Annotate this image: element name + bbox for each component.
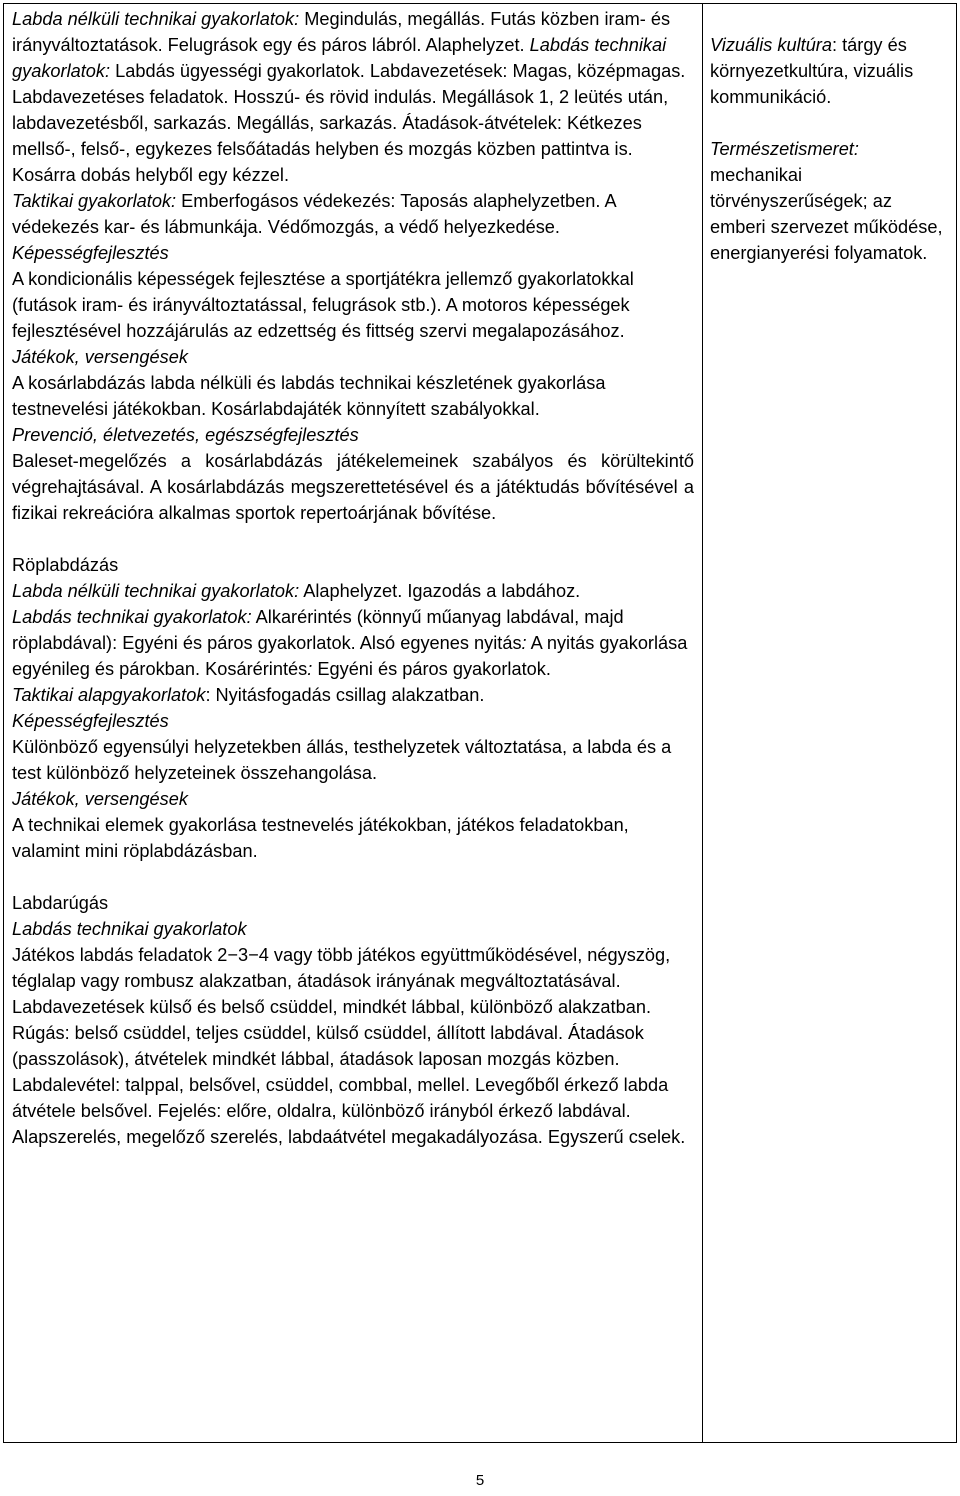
- page-number: 5: [475, 1472, 485, 1489]
- text-no-ball-technique: Megindulás, megállás. Futás közben iram- és irányváltoztatások. Felugrások egy és páros lábról. Alaphelyzet.: [12, 9, 671, 55]
- heading-prevention: Prevenció, életvezetés, egészségfejlesztés: [12, 425, 359, 445]
- volleyball-heading-skill: Képességfejlesztés: [12, 711, 169, 731]
- volleyball-heading-games: Játékok, versengések: [12, 789, 188, 809]
- text-games: A kosárlabdázás labda nélküli és labdás technikai készletének gyakorlása testnevelési játékokban. Kosárlabdajáték könnyített szabályokkal.: [12, 373, 606, 419]
- text-skill-development: A kondicionális képességek fejlesztése a sportjátékra jellemző gyakorlatokkal (futások iram- és irányváltoztatással, felugrások stb.). A motoros képességek fejlesztésével hozzájárulás az edzettség és fittség szervi megalapozásához.: [12, 269, 634, 341]
- heading-skill-development: Képességfejlesztés: [12, 243, 169, 263]
- label-no-ball-technique: Labda nélküli technikai gyakorlatok:: [12, 9, 300, 29]
- football-heading: Labdás technikai gyakorlatok: [12, 919, 247, 939]
- basketball-techniques: [12, 6, 694, 188]
- label-visual-culture: Vizuális kultúra: [710, 35, 832, 55]
- label-volleyball-tactics: Taktikai alapgyakorlatok: [12, 685, 206, 705]
- volleyball-no-ball: [12, 578, 694, 604]
- heading-games: Játékok, versengések: [12, 347, 188, 367]
- text-tactics: Emberfogásos védekezés: Taposás alaphelyzetben. A védekezés kar- és lábmunkája. Védőmozgás, a védő helyezkedése.: [12, 191, 616, 237]
- main-column: [12, 6, 694, 1150]
- label-tactics: Taktikai gyakorlatok:: [12, 191, 177, 211]
- volleyball-title: Röplabdázás: [12, 555, 119, 575]
- volleyball-tactics: Taktikai alapgyakorlatok: Nyitásfogadás csillag alakzatban.: [12, 685, 485, 705]
- label-ball-technique: Labdás technikai gyakorlatok:: [12, 35, 667, 81]
- label-volleyball-no-ball: Labda nélküli technikai gyakorlatok:: [12, 581, 300, 601]
- football-text: Játékos labdás feladatok 2−3−4 vagy több játékos együttműködésével, négyszög, téglalap vagy rombusz alakzatban, átadások irányának megváltoztatásával. Labdavezetések külső és belső csüddel, mindkét lábbal, különböző alakzatban. Rúgás: belső csüddel, teljes csüddel, külső csüddel, állított labdával. Átadások (passzolások), átvételek mindkét lábbal, átadások laposan mozgás közben. Labdalevétel: talppal, belsővel, csüddel, combbal, mellel. Levegőből érkező labda átvétele belsővel. Fejelés: előre, oldalra, különböző irányból érkező labdával. Alapszerelés, megelőző szerelés, labdaátvétel megakadályozása. Egyszerű cselek.: [12, 945, 686, 1147]
- text-prevention: Baleset-megelőzés a kosárlabdázás játékelemeinek szabályos és körültekintő végrehajtásával. A kosárlabdázás megszerettetésével és a játéktudás bővítésével a fizikai rekreációra alkalmas sportok repertoárjának bővítése.: [12, 451, 694, 523]
- column-divider: [702, 4, 703, 1442]
- football-title: Labdarúgás: [12, 893, 109, 913]
- natural-science-link: Természetismeret: mechanikai törvényszerűségek; az emberi szervezet működése, energianyerési folyamatok.: [710, 139, 943, 263]
- label-natural-science: Természetismeret:: [710, 139, 859, 159]
- volleyball-text-skill: Különböző egyensúlyi helyzetekben állás, testhelyzetek változtatása, a labda és a test különböző helyzeteinek összehangolása.: [12, 737, 672, 783]
- volleyball-text-games: A technikai elemek gyakorlása testnevelés játékokban, játékos feladatokban, valamint mini röplabdázásban.: [12, 815, 629, 861]
- basketball-tactics: [12, 188, 694, 240]
- text-ball-technique: Labdás ügyességi gyakorlatok. Labdavezetések: Magas, középmagas. Labdavezetéses feladatok. Hosszú- és rövid indulás. Megállások 1, 2 leütés után, labdavezetésből, sarkazás. Megállás, sarkazás. Átadások-átvételek: Kétkezes mellső-, felső-, egykezes felsőátadás helyben és mozgás közben pattintva is. Kosárra dobás helyből egy kézzel.: [12, 61, 686, 185]
- curriculum-table: [3, 3, 957, 1443]
- label-volleyball-ball: Labdás technikai gyakorlatok:: [12, 607, 252, 627]
- side-column: [710, 32, 952, 266]
- text-volleyball-no-ball: Alaphelyzet. Igazodás a labdához.: [299, 581, 581, 601]
- volleyball-ball-technique: Labdás technikai gyakorlatok: Alkarérintés (könnyű műanyag labdával, majd röplabdával): Egyéni és páros gyakorlatok. Alsó egyenes nyitás: A nyitás gyakorlása egyénileg és párokban. Kosárérintés: Egyéni és páros gyakorlatok.: [12, 607, 688, 679]
- visual-culture-link: Vizuális kultúra: tárgy és környezetkultúra, vizuális kommunikáció.: [710, 35, 914, 107]
